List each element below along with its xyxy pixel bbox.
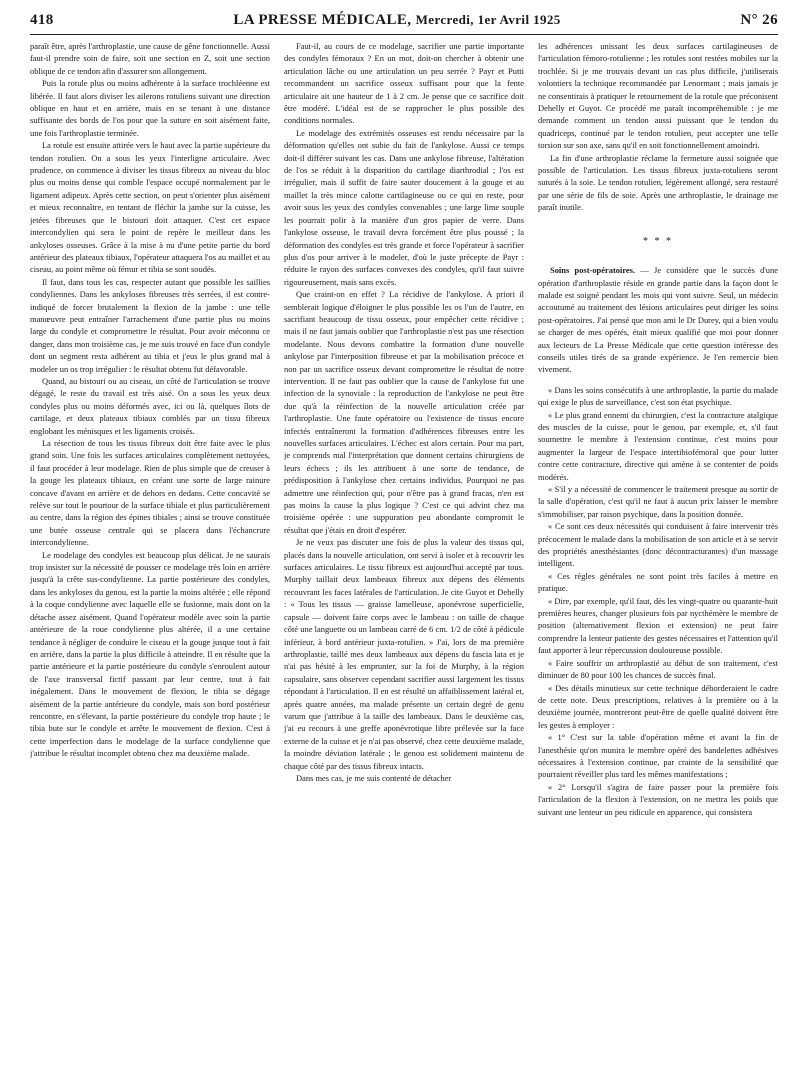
header-rule	[30, 34, 778, 35]
paragraph: Je ne veux pas discuter une fois de plus la valeur des tissus qui, placés dans la nouvelle articulation, ont servi à isoler et à recouvrir les surfaces articulaires. Le tissu fibreux est aujourd'hui accepté par tous. Murphy taillait deux lambeaux fibreux aux dépens des éléments recouvrant les faces latérales de l'articulation. Je cite Guyot et Dehelly : « Tous les tissus — graisse lamelleuse, aponévrose superficielle, capsule — doivent faire corps avec le lambeau : on taille de chaque côté une languette ou un lambeau carré de 6 cm. 1/2 de côté à pédicule inférieur, à bord antérieur juxta-rotulien. » J'ai, lors de ma première arthroplastie, taillé mes deux lambeaux aux dépens du fascia lata et je n'ai pas hésité à les emprunter, sur la foi de Murphy, à la région capsulaire, sans observer cependant sacrifier aussi largement les tissus répondant à l'articulation. Il en est résulté un affaiblissement latéral et, après quatre années, ma malade présente un certain degré de genu varum que j'attribue à la taille des lambeaux. Dans le deuxième cas, j'ai eu recours à une greffe aponévrotique libre prélevée sur la face externe de la cuisse et je n'ai pas observé, chez cette deuxième malade, la moindre déviation latérale ; le genou est solidement maintenu de chaque côté par des tissus fibreux intacts.	[284, 537, 524, 771]
paragraph: « Dans les soins consécutifs à une arthroplastie, la partie du malade qui exige le plus de surveillance, c'est son état psychique.	[538, 384, 778, 408]
paragraph: La résection de tous les tissus fibreux doit être faite avec le plus grand soin. Une fois les surfaces articulaires complètement nettoyées, il faut procéder à leur modelage. Rien de plus simple que de creuser à la gouge les plateaux tibiaux, en créant une sorte de large rainure concave d'avant en arrière et de dehors en dedans. Cette concavité se relève sur tout le pourtour de la surface tibiale et plus particulièrement au centre, dans la région des épines tibiales ; ainsi se trouve constituée une butée osseuse centrale qui se placera dans l'échancrure intercondylienne.	[30, 438, 270, 548]
issue-number: N° 26	[740, 12, 778, 28]
section-intro: — Je considère que le succès d'une opération d'arthroplastie réside en grande partie dans la façon dont le malade est soigné pendant les mois qui vont suivre. Seul, un médecin accoutumé au traitement des lésions articulaires peut diriger les soins post-opératoires. J'ai pensé que mon ami le Dr Durey, qui a bien voulu se charger de mes opérés, était mieux qualifié que moi pour donner aux lecteurs de La Presse Médicale que cette question intéresse des conseils utiles tirés de sa grande expérience. Je l'en remercie bien vivement.	[538, 265, 778, 375]
journal-title: LA PRESSE MÉDICALE,	[233, 12, 412, 28]
column-1	[30, 40, 270, 1074]
paragraph: les adhérences unissant les deux surfaces cartilagineuses de l'articulation fémoro-rotulienne ; les rotules sont restées mobiles sur la trochlée. Si je me trouvais devant un cas plus difficile, j'utiliserais volontiers la technique recommandée par Lenormant ; mais jamais je ne consentirais à pratiquer le retournement de la rotule que préconisent Dehelly et Guyot. Ce procédé me paraît incompréhensible : je me demande comment un tendon aussi puissant que le tendon du quadriceps, continué par le tendon rotulien, peut accepter une telle torsion sur son axe, sans qu'il en soit fonctionnellement amoindri.	[538, 41, 778, 151]
paragraph: « 2° Lorsqu'il s'agira de faire passer pour la première fois l'articulation de la flexion à l'extension, on ne mettra les poids que suivant une lenteur un peu ridicule en apparence, qui consistera	[538, 781, 778, 817]
paragraph: « Ces règles générales ne sont point très faciles à mettre en pratique.	[538, 570, 778, 594]
paragraph: « Le plus grand ennemi du chirurgien, c'est la contracture atalgique des muscles de la cuisse, pour le genou, par exemple, et, s'il faut soumettre le membre à l'extension continue, c'est moins pour augmenter la largeur de l'espace intertibiofémoral que pour lutter contre cette contracture, directive qui amène à se contenter de poids modérés.	[538, 409, 778, 482]
paragraph: Que craint-on en effet ? La récidive de l'ankylose. A priori il semblerait logique d'éloigner le plus possible les os l'un de l'autre, en sacrifiant beaucoup de tissu osseux, pour empêcher cette récidive ; mais il ne faut jamais oublier que l'arthroplastie n'est pas une résection modelante. Nous devons combattre la formation d'une nouvelle ankylose par l'interposition fibreuse et par la mobilisation précoce et non par un sacrifice osseux devant compromettre le résultat de notre intervention. Il ne faut pas oublier que la cause de l'ankylose fut une infection de la synoviale : la reproduction de l'ankylose ne peut être due qu'à la réinfection de la nouvelle articulation créée par l'arthroplastie. Une faute opératoire ou l'existence de tissus encore infectés entraîneront la formation d'adhérences fibreuses entre les nouvelles surfaces articulaires. L'échec est alors certain. Pour ma part, je comprends mal l'interprétation que donnent certains chirurgiens de leurs échecs ; ils les attribuent à une sorte de tendance, de prédisposition à l'ankylose chez certains individus. Pourquoi ne pas admettre une réinfection qui, pour n'être pas à grand fracas, n'en est pas moins la cause la plus logique ? C'est ce qui advint chez ma troisième opérée : une suppuration peu abondante compromit le résultat que j'étais en droit d'espérer.	[284, 289, 524, 535]
paragraph: Faut-il, au cours de ce modelage, sacrifier une partie importante des condyles fémoraux ? En un mot, doit-on chercher à obtenir une articulation lâche ou une articulation un peu serrée ? Payr et Putti recommandent un sacrifice osseux suffisant pour que la fente articulaire ait une hauteur de 1 à 2 cm. Je pense que ce sacrifice doit être modéré. L'idéal est de se rapprocher le plus possible des conditions normales.	[284, 41, 524, 126]
paragraph: Dans mes cas, je me suis contenté de détacher	[296, 772, 452, 783]
paragraph: La fin d'une arthroplastie réclame la fermeture aussi soignée que possible de l'articulation. Les tissus fibreux juxta-rotuliens seront suturés à la soie. Le tendon rotulien, légèrement allongé, sera restauré par une série de fils de soie. Après une arthroplastie, le drainage me paraît inutile.	[538, 152, 778, 213]
paragraph: Puis la rotule plus ou moins adhérente à la surface trochléenne est libérée. Il faut alors diviser les ailerons rotuliens suivant une direction oblique en haut et en arrière, mais en se tenant à une distance suffisante des bords de l'os pour que la suture en soit aisément faite, une fois l'arthroplastie terminée.	[30, 78, 270, 138]
paragraph: « S'il y a nécessité de commencer le traitement presque au sortir de la salle d'opération, c'est qu'il ne faut à aucun prix laisser le membre s'immobiliser, par raison psychique, dans la position donnée.	[538, 484, 778, 519]
paragraph: Le modelage des extrémités osseuses est rendu nécessaire par la déformation qu'elles ont subie du fait de l'ankylose. Aussi ce temps doit-il différer suivant les cas. Dans une ankylose fibreuse, l'altération de l'os se réduit à la disparition du cartilage diarthrodial ; l'os est irrégulier, mais il suffit de faire sauter doucement à la gouge et au maillet la très mince calotte cartilagineuse ou ce qui en reste, pour avoir sous les yeux des condyles convenables ; une large lime souple les pourrait polir à la manière d'un gros papier de verre. Dans l'ankylose osseuse, le travail devra forcément être plus poussé ; la déformation des condyles est très grande et force l'opérateur à sacrifier plus d'os pour arriver à le modeler, d'où le juste précepte de Payr : réduire le rayon des surfaces convexes des condyles, qu'il faut suivre rigoureusement, mais sans excès.	[284, 127, 524, 287]
section-paragraph	[538, 264, 778, 376]
section-heading: Soins post-opératoires.	[550, 265, 636, 276]
column-3-top	[538, 40, 778, 214]
paragraph: Le modelage des condyles est beaucoup plus délicat. Je ne saurais trop insister sur la nécessité de pousser ce modelage très loin en arrière jusqu'à la crête sus-condylienne. La partie postérieure des condyles, dans les ankyloses du genou, est la partie la moins altérée ; elle répond à la coque condylienne avec laquelle elle se fusionne, mais dont on la détache assez aisément. Quand l'opérateur modèle avec soin la partie antérieure de la roue condylienne plus altérée, il a une certaine tendance à négliger de conduire le ciseau et la gouge jusque tout à fait en arrière, dans la partie la plus difficile à atteindre. Il en résulte que la partie antérieure et la partie postérieure du condyle s'enroulent autour de l'axe transversal fictif passant par leur centre, tout à fait inégalement. Dans le mouvement de flexion, le tibia se dégage aisément de la partie antérieure du condyle, mais son bord postérieur rencontre, en s'élevant, la partie postérieure du condyle trop haute ; le tibia bute sur le condyle et arrête le mouvement de flexion. C'est à cette imperfection dans le modelage de la surface condylienne que j'attribue le résultat incomplet obtenu chez ma deuxième malade.	[30, 549, 270, 759]
column-3	[538, 40, 778, 1074]
paragraph: « Dire, par exemple, qu'il faut, dès les vingt-quatre ou quarante-huit premières heures, changer plusieurs fois par nycthémère le membre de position (alternativement flexion et extension) ne peut faire comprendre la lenteur patiente des gestes nécessaires et l'attention qu'il faut apporter à leur répercussion douloureuse possible.	[538, 595, 778, 656]
paragraph: Quand, au bistouri ou au ciseau, un côté de l'articulation se trouve dégagé, le reste du travail est très aisé. On a sous les yeux deux condyles plus ou moins déformés avec, ici ou là, quelques îlots de cartilage, et deux plateaux tibiaux comblés par un tissu fibreux englobant les ménisques et les ligaments croisés.	[30, 375, 270, 436]
section-separator-stars: * * *	[643, 235, 673, 247]
paragraph: « Des détails minutieux sur cette technique déborderaient le cadre de cette note. Deux prescriptions, relatives à la première ou à la deuxième journée, montreront peut-être de quelle qualité doivent être les gestes à employer :	[538, 682, 778, 730]
paragraph: « Faire souffrir un arthroplastié au début de son traitement, c'est diminuer de 80 pour 100 les chances de succès final.	[538, 657, 778, 681]
paragraph: « Ce sont ces deux nécessités qui conduisent à faire intervenir très précocement le malade dans la mobilisation de son article et à se servir des propriétés anesthésiantes (donc décontracturantes) d'un massage intelligent.	[538, 521, 778, 569]
column-3-bottom	[538, 384, 778, 818]
issue-date: Mercredi, 1er Avril 1925	[415, 12, 561, 27]
column-2	[284, 40, 524, 1074]
paragraph: La rotule est ensuite attirée vers le haut avec la partie supérieure du tendon rotulien. On a sous les yeux l'interligne articulaire. Avec prudence, on commence à diviser les tissus fibreux au niveau du bloc plus ou moins dense qui comble l'espace occupé normalement par le ligament adipeux. Après cette section, on peut s'orienter plus aisément et mieux reconnaître, en tentant de fléchir la jambe sur la cuisse, les jetées fibreuses que le bistouri doit attaquer. C'est cet espace intercondylien qui sera le point de repère le meilleur dans les ankyloses osseuses. Grâce à la mise à nu d'une petite partie du bord antérieur des plateaux tibiaux, l'opérateur attaquera l'os au maillet et au ciseau, au point même où fémur et tibia se sont soudés.	[30, 140, 270, 275]
journal-title-line	[233, 12, 560, 29]
paragraph: « 1° C'est sur la table d'opération même et avant la fin de l'anesthésie qu'on munira le membre opéré des bandelettes adhésives nécessaires à l'extension continue, par crainte de la sensibilité que pourraient réveiller plus tard les mêmes manifestations ;	[538, 732, 778, 780]
paragraph: Il faut, dans tous les cas, respecter autant que possible les saillies condyliennes. Dans les ankyloses fibreuses très serrées, il est contre-indiqué de forcer brutalement la flexion de la jambe : une telle manœuvre peut entraîner l'arrachement d'une partie plus ou moins large du condyle et compromettre le résultat. Pour avoir méconnu ce danger, dans mon troisième cas, je me suis trouvé en face d'un condyle dont un segment resta adhérent au tibia et j'eus le plus grand mal à modeler un os trop irrégulier : le résultat obtenu fut défavorable.	[30, 276, 270, 374]
running-header	[30, 12, 778, 34]
paragraph: paraît être, après l'arthroplastie, une cause de gêne fonctionnelle. Aussi faut-il prendre soin de faire, soit une section en Z, soit une section oblique de ce tendon afin d'assurer son allongement.	[30, 41, 270, 76]
page-number: 418	[30, 12, 54, 28]
article-body	[30, 40, 778, 1074]
